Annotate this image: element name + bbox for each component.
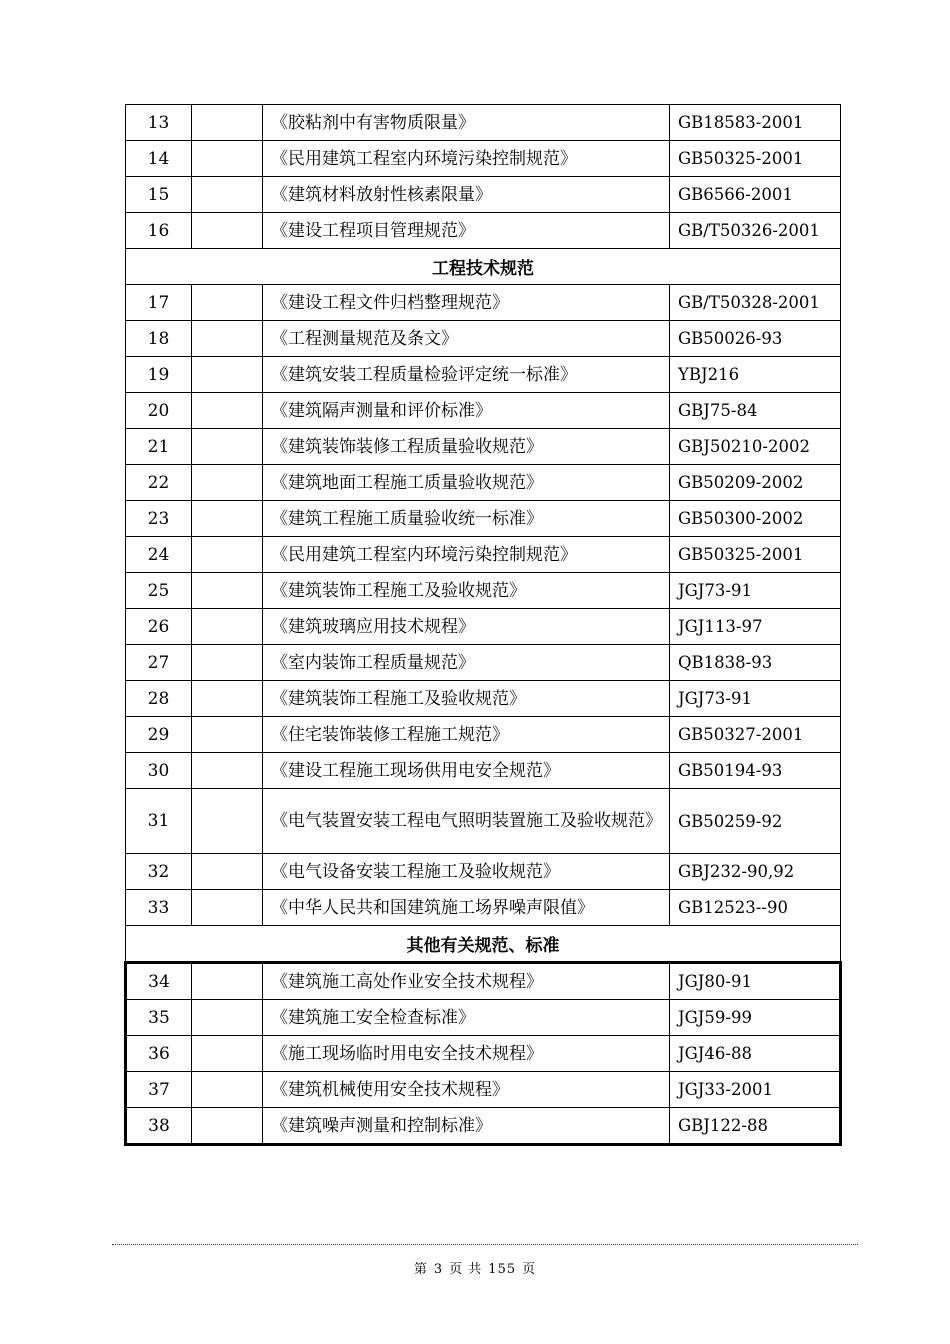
standard-title: 《中华人民共和国建筑施工场界噪声限值》 [263, 890, 670, 926]
table-row [126, 1108, 841, 1145]
row-number: 35 [126, 1000, 192, 1036]
row-blank-cell [192, 753, 263, 789]
table-row [126, 177, 841, 213]
standard-code: JGJ46-88 [670, 1036, 841, 1072]
table-row [126, 681, 841, 717]
standard-code: GB50325-2001 [670, 537, 841, 573]
section-header-engineering [126, 249, 841, 285]
standard-code: GB50194-93 [670, 753, 841, 789]
row-number: 26 [126, 609, 192, 645]
standard-code: JGJ59-99 [670, 1000, 841, 1036]
row-number: 15 [126, 177, 192, 213]
standard-title: 《建筑地面工程施工质量验收规范》 [263, 465, 670, 501]
table-row [126, 321, 841, 357]
standard-code: GB/T50326-2001 [670, 213, 841, 249]
standard-code: GBJ75-84 [670, 393, 841, 429]
table-row [126, 1036, 841, 1072]
row-blank-cell [192, 717, 263, 753]
row-number: 20 [126, 393, 192, 429]
standard-title: 《建筑玻璃应用技术规程》 [263, 609, 670, 645]
standard-title: 《工程测量规范及条文》 [263, 321, 670, 357]
row-number: 28 [126, 681, 192, 717]
table-row [126, 141, 841, 177]
standard-code: GB50300-2002 [670, 501, 841, 537]
row-blank-cell [192, 357, 263, 393]
row-blank-cell [192, 854, 263, 890]
footer-divider [112, 1244, 858, 1245]
standard-title: 《胶粘剂中有害物质限量》 [263, 105, 670, 141]
table-row [126, 537, 841, 573]
row-blank-cell [192, 609, 263, 645]
row-blank-cell [192, 501, 263, 537]
row-blank-cell [192, 681, 263, 717]
row-blank-cell [192, 645, 263, 681]
table-row [126, 393, 841, 429]
row-number: 30 [126, 753, 192, 789]
row-number: 21 [126, 429, 192, 465]
standard-code: GB50209-2002 [670, 465, 841, 501]
standard-title: 《建筑装饰工程施工及验收规范》 [263, 573, 670, 609]
standard-code: GB/T50328-2001 [670, 285, 841, 321]
standard-code: YBJ216 [670, 357, 841, 393]
row-blank-cell [192, 465, 263, 501]
table-row [126, 285, 841, 321]
standard-code: QB1838-93 [670, 645, 841, 681]
row-number: 17 [126, 285, 192, 321]
row-number: 33 [126, 890, 192, 926]
row-number: 31 [126, 789, 192, 854]
row-number: 23 [126, 501, 192, 537]
standard-title: 《建筑噪声测量和控制标准》 [263, 1108, 670, 1145]
row-blank-cell [192, 141, 263, 177]
standard-code: JGJ73-91 [670, 681, 841, 717]
row-blank-cell [192, 890, 263, 926]
standard-code: GB12523--90 [670, 890, 841, 926]
row-number: 13 [126, 105, 192, 141]
standards-table [124, 104, 842, 1146]
table-row [126, 609, 841, 645]
row-number: 18 [126, 321, 192, 357]
standard-code: JGJ33-2001 [670, 1072, 841, 1108]
standard-title: 《建筑施工高处作业安全技术规程》 [263, 963, 670, 1000]
page-footer [0, 1258, 950, 1277]
table-row [126, 854, 841, 890]
row-blank-cell [192, 1000, 263, 1036]
footer-suffix: 页 [522, 1262, 537, 1277]
row-number: 27 [126, 645, 192, 681]
table-row [126, 501, 841, 537]
footer-prefix: 第 [413, 1262, 428, 1277]
standard-title: 《建设工程施工现场供用电安全规范》 [263, 753, 670, 789]
row-blank-cell [192, 1072, 263, 1108]
row-blank-cell [192, 573, 263, 609]
standards-block-other [126, 963, 841, 1145]
table-row [126, 573, 841, 609]
row-number: 38 [126, 1108, 192, 1145]
footer-page-number: 3 [433, 1262, 444, 1277]
table-row [126, 963, 841, 1000]
standard-title: 《建筑装饰工程施工及验收规范》 [263, 681, 670, 717]
section-title: 其他有关规范、标准 [126, 926, 841, 963]
row-number: 29 [126, 717, 192, 753]
table-row [126, 645, 841, 681]
standard-title: 《室内装饰工程质量规范》 [263, 645, 670, 681]
standard-title: 《建筑材料放射性核素限量》 [263, 177, 670, 213]
standard-title: 《建筑工程施工质量验收统一标准》 [263, 501, 670, 537]
table-row [126, 789, 841, 854]
row-blank-cell [192, 285, 263, 321]
row-blank-cell [192, 393, 263, 429]
table-row [126, 357, 841, 393]
standard-code: GBJ50210-2002 [670, 429, 841, 465]
standard-title: 《电气设备安装工程施工及验收规范》 [263, 854, 670, 890]
standard-title: 《建筑安装工程质量检验评定统一标准》 [263, 357, 670, 393]
standard-code: GB18583-2001 [670, 105, 841, 141]
row-blank-cell [192, 213, 263, 249]
section-title: 工程技术规范 [126, 249, 841, 285]
row-blank-cell [192, 1036, 263, 1072]
table-row [126, 465, 841, 501]
standard-code: JGJ73-91 [670, 573, 841, 609]
standard-title: 《建设工程项目管理规范》 [263, 213, 670, 249]
footer-total-pages: 155 [488, 1262, 517, 1277]
row-number: 34 [126, 963, 192, 1000]
table-row [126, 753, 841, 789]
standard-title: 《施工现场临时用电安全技术规程》 [263, 1036, 670, 1072]
table-row [126, 213, 841, 249]
row-number: 24 [126, 537, 192, 573]
standard-code: GBJ232-90,92 [670, 854, 841, 890]
table-row [126, 105, 841, 141]
row-number: 32 [126, 854, 192, 890]
standard-code: GB50325-2001 [670, 141, 841, 177]
standard-title: 《建筑施工安全检查标准》 [263, 1000, 670, 1036]
standard-title: 《建设工程文件归档整理规范》 [263, 285, 670, 321]
standard-title: 《民用建筑工程室内环境污染控制规范》 [263, 141, 670, 177]
standard-title: 《建筑隔声测量和评价标准》 [263, 393, 670, 429]
table-row [126, 890, 841, 926]
standard-title: 《电气装置安装工程电气照明装置施工及验收规范》 [263, 789, 670, 854]
row-blank-cell [192, 105, 263, 141]
standard-code: GB6566-2001 [670, 177, 841, 213]
standard-title: 《建筑装饰装修工程质量验收规范》 [263, 429, 670, 465]
table-row [126, 717, 841, 753]
standard-title: 《民用建筑工程室内环境污染控制规范》 [263, 537, 670, 573]
row-number: 36 [126, 1036, 192, 1072]
standard-title: 《建筑机械使用安全技术规程》 [263, 1072, 670, 1108]
section-header-other [126, 926, 841, 963]
row-blank-cell [192, 429, 263, 465]
standard-code: GBJ122-88 [670, 1108, 841, 1145]
row-number: 22 [126, 465, 192, 501]
row-blank-cell [192, 537, 263, 573]
footer-mid: 页 共 [449, 1262, 483, 1277]
row-blank-cell [192, 789, 263, 854]
table-row [126, 429, 841, 465]
standards-block-general [126, 105, 841, 249]
standard-code: GB50026-93 [670, 321, 841, 357]
standard-code: GB50259-92 [670, 789, 841, 854]
standard-code: JGJ80-91 [670, 963, 841, 1000]
row-number: 14 [126, 141, 192, 177]
row-number: 25 [126, 573, 192, 609]
row-blank-cell [192, 177, 263, 213]
row-blank-cell [192, 321, 263, 357]
standard-code: JGJ113-97 [670, 609, 841, 645]
row-number: 16 [126, 213, 192, 249]
standard-code: GB50327-2001 [670, 717, 841, 753]
standards-block-engineering [126, 285, 841, 926]
row-blank-cell [192, 963, 263, 1000]
row-blank-cell [192, 1108, 263, 1145]
row-number: 19 [126, 357, 192, 393]
standard-title: 《住宅装饰装修工程施工规范》 [263, 717, 670, 753]
table-row [126, 1072, 841, 1108]
row-number: 37 [126, 1072, 192, 1108]
table-row [126, 1000, 841, 1036]
